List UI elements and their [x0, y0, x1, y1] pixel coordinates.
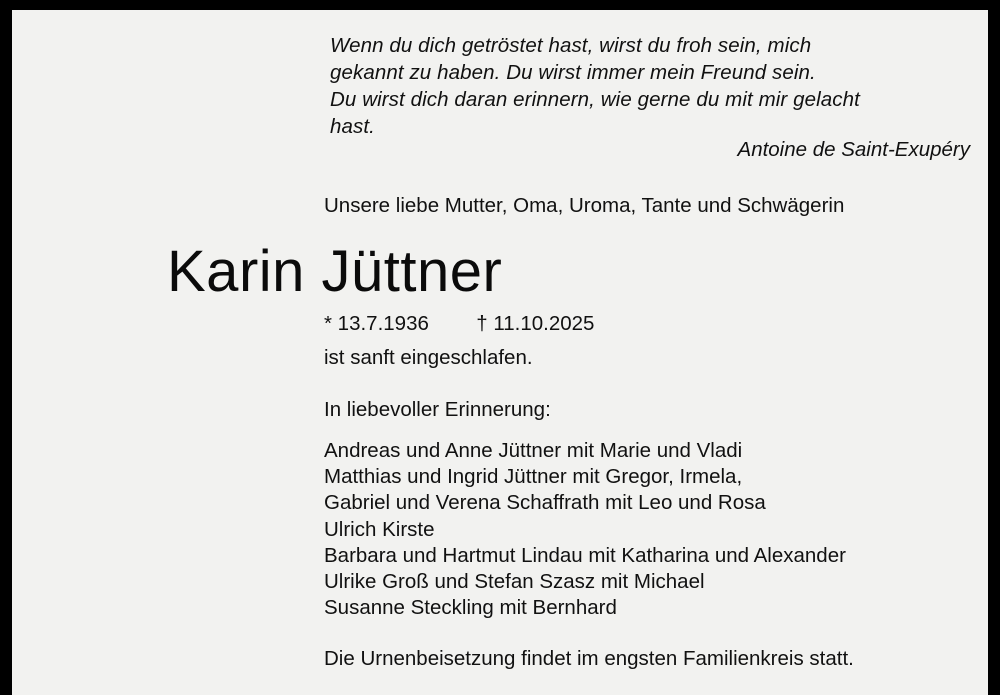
relationship-intro: Unsere liebe Mutter, Oma, Uroma, Tante und Schwägerin [324, 194, 845, 217]
deceased-name: Karin Jüttner [167, 239, 503, 304]
list-item: Barbara und Hartmut Lindau mit Katharina und Alexander [324, 543, 846, 567]
list-item: Gabriel und Verena Schaffrath mit Leo und Rosa [324, 491, 766, 515]
funeral-info: Die Urnenbeisetzung findet im engsten Familienkreis statt. [324, 647, 854, 670]
quote-author: Antoine de Saint-Exupéry [737, 138, 970, 161]
life-dates [324, 310, 594, 337]
list-item: Andreas und Anne Jüttner mit Marie und Vladi [324, 439, 743, 462]
list-item: Ulrich Kirste [324, 517, 435, 541]
survivors-list [324, 438, 974, 621]
list-item: Susanne Steckling mit Bernhard [324, 596, 617, 620]
passed-away-text: ist sanft eingeschlafen. [324, 346, 533, 369]
list-item: Matthias und Ingrid Jüttner mit Gregor, Irmela, [324, 465, 743, 489]
birth-date: * 13.7.1936 [324, 312, 429, 335]
quote-line-1: Wenn du dich getröstet hast, wirst du froh sein, mich [330, 34, 812, 57]
quote-line-2: gekannt zu haben. Du wirst immer mein Freund sein. [330, 61, 816, 84]
quote-line-4: hast. [330, 115, 375, 138]
death-date: † 11.10.2025 [476, 312, 595, 335]
memory-heading: In liebevoller Erinnerung: [324, 398, 551, 421]
obituary-content [12, 10, 988, 695]
quote-line-3: Du wirst dich daran erinnern, wie gerne du mit mir gelacht [330, 88, 860, 111]
quote-block [330, 32, 970, 140]
list-item: Ulrike Groß und Stefan Szasz mit Michael [324, 570, 705, 594]
obituary-card [12, 10, 988, 695]
